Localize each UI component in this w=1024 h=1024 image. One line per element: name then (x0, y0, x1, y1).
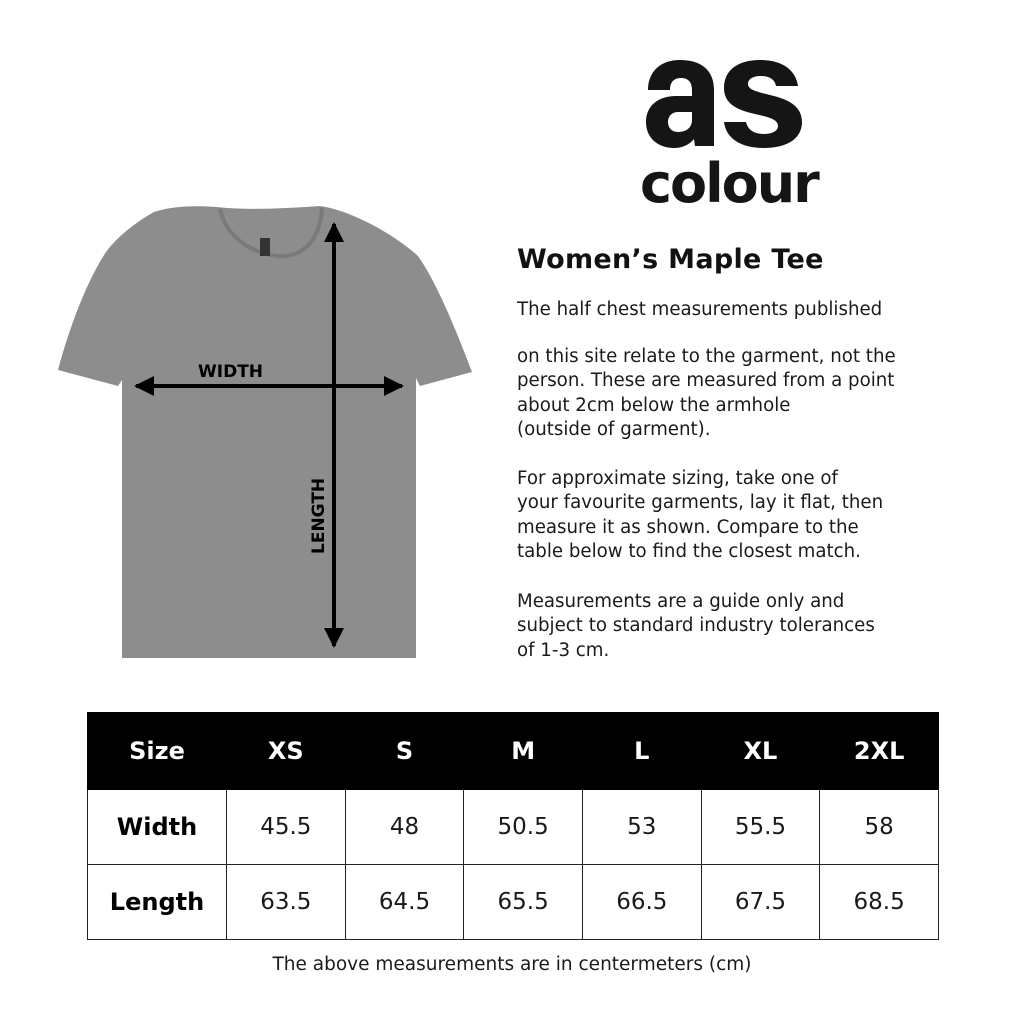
tshirt-icon (58, 200, 483, 662)
table-header-row (88, 713, 939, 790)
table-cell: 58 (820, 790, 939, 865)
header-cell-m: M (464, 713, 583, 790)
table-cell: 66.5 (582, 865, 701, 940)
table-cell: 63.5 (227, 865, 346, 940)
length-label: LENGTH (309, 477, 329, 554)
header-cell-size: Size (88, 713, 227, 790)
header-cell-l: L (582, 713, 701, 790)
row-label-width: Width (88, 790, 227, 865)
table-cell: 55.5 (701, 790, 820, 865)
svg-text:colour: colour (640, 152, 818, 210)
description-paragraph-1: The half chest measurements published (517, 299, 883, 320)
header-cell-xs: XS (227, 713, 346, 790)
description-paragraph-3: For approximate sizing, take one of your favourite garments, lay it flat, then measure it as shown. Compare to the table below to find the closest match. (517, 468, 884, 562)
header-cell-xl: XL (701, 713, 820, 790)
row-label-length: Length (88, 865, 227, 940)
header-cell-2xl: 2XL (820, 713, 939, 790)
table-row-width (88, 790, 939, 865)
width-label: WIDTH (198, 362, 264, 382)
size-chart-table (87, 712, 939, 940)
table-cell: 45.5 (227, 790, 346, 865)
brand-logo (640, 50, 850, 210)
table-cell: 53 (582, 790, 701, 865)
table-cell: 65.5 (464, 865, 583, 940)
product-title: Women’s Maple Tee (517, 244, 824, 275)
table-cell: 48 (345, 790, 464, 865)
tee-diagram (58, 200, 483, 662)
as-colour-logo-icon (640, 50, 850, 210)
units-footnote: The above measurements are in centermeters (cm) (272, 954, 752, 975)
description-paragraph-2: on this site relate to the garment, not the person. These are measured from a point about 2cm below the armhole (outside of garment). (517, 346, 896, 440)
table-cell: 64.5 (345, 865, 464, 940)
description-paragraph-4: Measurements are a guide only and subject to standard industry tolerances of 1-3 cm. (517, 591, 875, 661)
tshirt-body (58, 206, 472, 658)
table-cell: 68.5 (820, 865, 939, 940)
header-cell-s: S (345, 713, 464, 790)
table-cell: 50.5 (464, 790, 583, 865)
table-cell: 67.5 (701, 865, 820, 940)
table-row-length (88, 865, 939, 940)
